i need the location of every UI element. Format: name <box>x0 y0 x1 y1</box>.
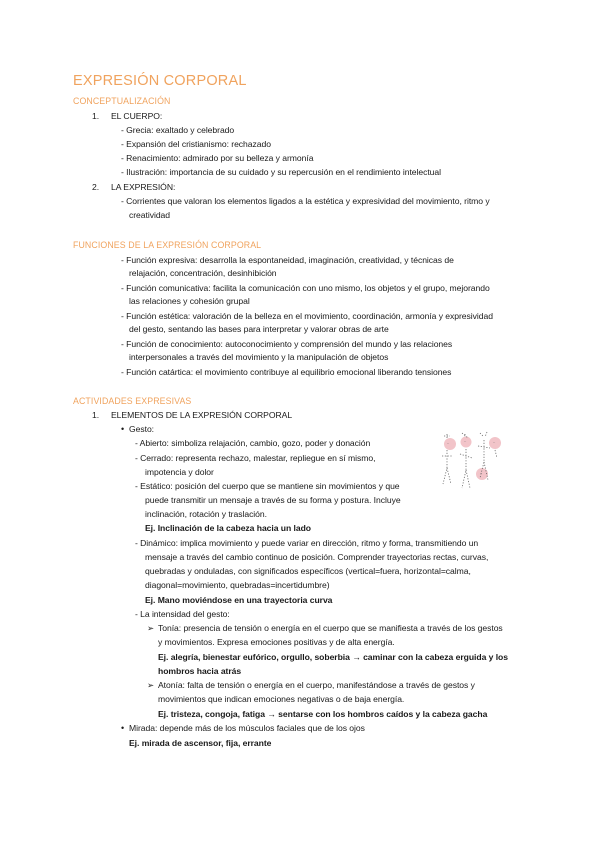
example-text: Ej. mirada de ascensor, fija, errante <box>129 738 272 748</box>
gesture-figures-illustration <box>435 428 503 496</box>
list-item-continuation: interpersonales a través del movimiento y la manipulación de objetos <box>129 352 389 362</box>
list-item: - Función expresiva: desarrolla la espontaneidad, imaginación, creatividad, y técnicas de <box>121 255 454 265</box>
example-text: Ej. tristeza, congoja, fatiga → sentarse con los hombros caídos y la cabeza gacha <box>158 709 488 719</box>
list-item-continuation: mensaje a través del cambio continuo de posición. Comprender trayectorias rectas, curvas, <box>145 552 489 562</box>
list-number: 1. <box>92 410 100 420</box>
list-item-continuation: inclinación, rotación y traslación. <box>145 509 267 519</box>
svg-text:··: ·· <box>447 442 450 446</box>
list-item: - Dinámico: implica movimiento y puede variar en dirección, ritmo y forma, transmitiendo un <box>135 538 479 548</box>
list-item: Atonía: falta de tensión o energía en el cuerpo, manifestándose a través de gestos y <box>158 680 475 690</box>
list-item-continuation: las relaciones y cohesión grupal <box>129 296 250 306</box>
page-title: EXPRESIÓN CORPORAL <box>73 73 247 89</box>
list-item: - Cerrado: representa rechazo, malestar, repliegue en sí mismo, <box>135 453 376 463</box>
list-item-expression: LA EXPRESIÓN: <box>111 182 176 192</box>
list-item: - Ilustración: importancia de su cuidado y su repercusión en el rendimiento intelectual <box>121 167 442 177</box>
list-item: - Abierto: simboliza relajación, cambio, gozo, poder y donación <box>135 438 371 448</box>
list-item: - Estático: posición del cuerpo que se mantiene sin movimientos y que <box>135 481 400 491</box>
list-item: - Función de conocimiento: autoconocimiento y comprensión del mundo y las relaciones <box>121 339 453 349</box>
list-number: 2. <box>92 182 100 192</box>
list-item: - Función catártica: el movimiento contribuye al equilibrio emocional liberando tensiones <box>121 367 452 377</box>
example-text: hombros hacia atrás <box>158 666 242 676</box>
list-item: - Renacimiento: admirado por su belleza y armonía <box>121 153 314 163</box>
list-item-continuation: diagonal=movimiento, quebradas=incertidumbre) <box>145 580 330 590</box>
heading-conceptualization: CONCEPTUALIZACIÓN <box>73 96 171 106</box>
heading-functions: FUNCIONES DE LA EXPRESIÓN CORPORAL <box>73 240 262 250</box>
svg-text:··: ·· <box>493 441 496 445</box>
list-item-elements: ELEMENTOS DE LA EXPRESIÓN CORPORAL <box>111 410 293 420</box>
list-item-continuation: y movimientos. Expresa emociones positivas y de alta energía. <box>158 637 395 647</box>
list-item-gaze: Mirada: depende más de los músculos faciales que de los ojos <box>129 723 365 733</box>
list-item-continuation: del gesto, sentando las bases para interpretar y valorar obras de arte <box>129 324 389 334</box>
list-item: - Expansión del cristianismo: rechazado <box>121 139 271 149</box>
list-item: - Grecia: exaltado y celebrado <box>121 125 235 135</box>
list-item-continuation: puede transmitir un mensaje a través de su forma y postura. Incluye <box>145 495 401 505</box>
bullet-icon: • <box>121 424 125 434</box>
list-item-continuation: quebradas y onduladas, con significados específicos (vertical=fuera, horizontal=calma, <box>145 566 471 576</box>
heading-activities: ACTIVIDADES EXPRESIVAS <box>73 396 192 406</box>
arrow-bullet-icon: ➢ <box>147 623 155 633</box>
example-text: Ej. Inclinación de la cabeza hacia un lado <box>145 523 312 533</box>
list-item-continuation: movimientos que indican emociones negativas o de baja energía. <box>158 694 405 704</box>
list-item: Tonía: presencia de tensión o energía en el cuerpo que se manifiesta a través de los gestos <box>158 623 503 633</box>
example-text: Ej. alegría, bienestar eufórico, orgullo, soberbia → caminar con la cabeza erguida y los <box>158 652 508 662</box>
list-number: 1. <box>92 111 100 121</box>
list-item: - Corrientes que valoran los elementos ligados a la estética y expresividad del movimiento, ritmo y <box>121 196 490 206</box>
list-item-body: EL CUERPO: <box>111 111 163 121</box>
svg-text:··: ·· <box>464 440 467 444</box>
list-item: - Función comunicativa: facilita la comunicación con uno mismo, los objetos y el grupo, mejorando <box>121 283 490 293</box>
example-text: Ej. Mano moviéndose en una trayectoria curva <box>145 595 333 605</box>
bullet-icon: • <box>121 723 125 733</box>
list-item-continuation: impotencia y dolor <box>145 467 214 477</box>
list-item-gesture: Gesto: <box>129 424 155 434</box>
list-item-continuation: relajación, concentración, desinhibición <box>129 268 277 278</box>
list-item: - La intensidad del gesto: <box>135 609 230 619</box>
arrow-bullet-icon: ➢ <box>147 680 155 690</box>
svg-text:··: ·· <box>480 472 483 476</box>
list-item: - Función estética: valoración de la belleza en el movimiento, coordinación, armonía y expresividad <box>121 311 493 321</box>
list-item-continuation: creatividad <box>129 210 171 220</box>
